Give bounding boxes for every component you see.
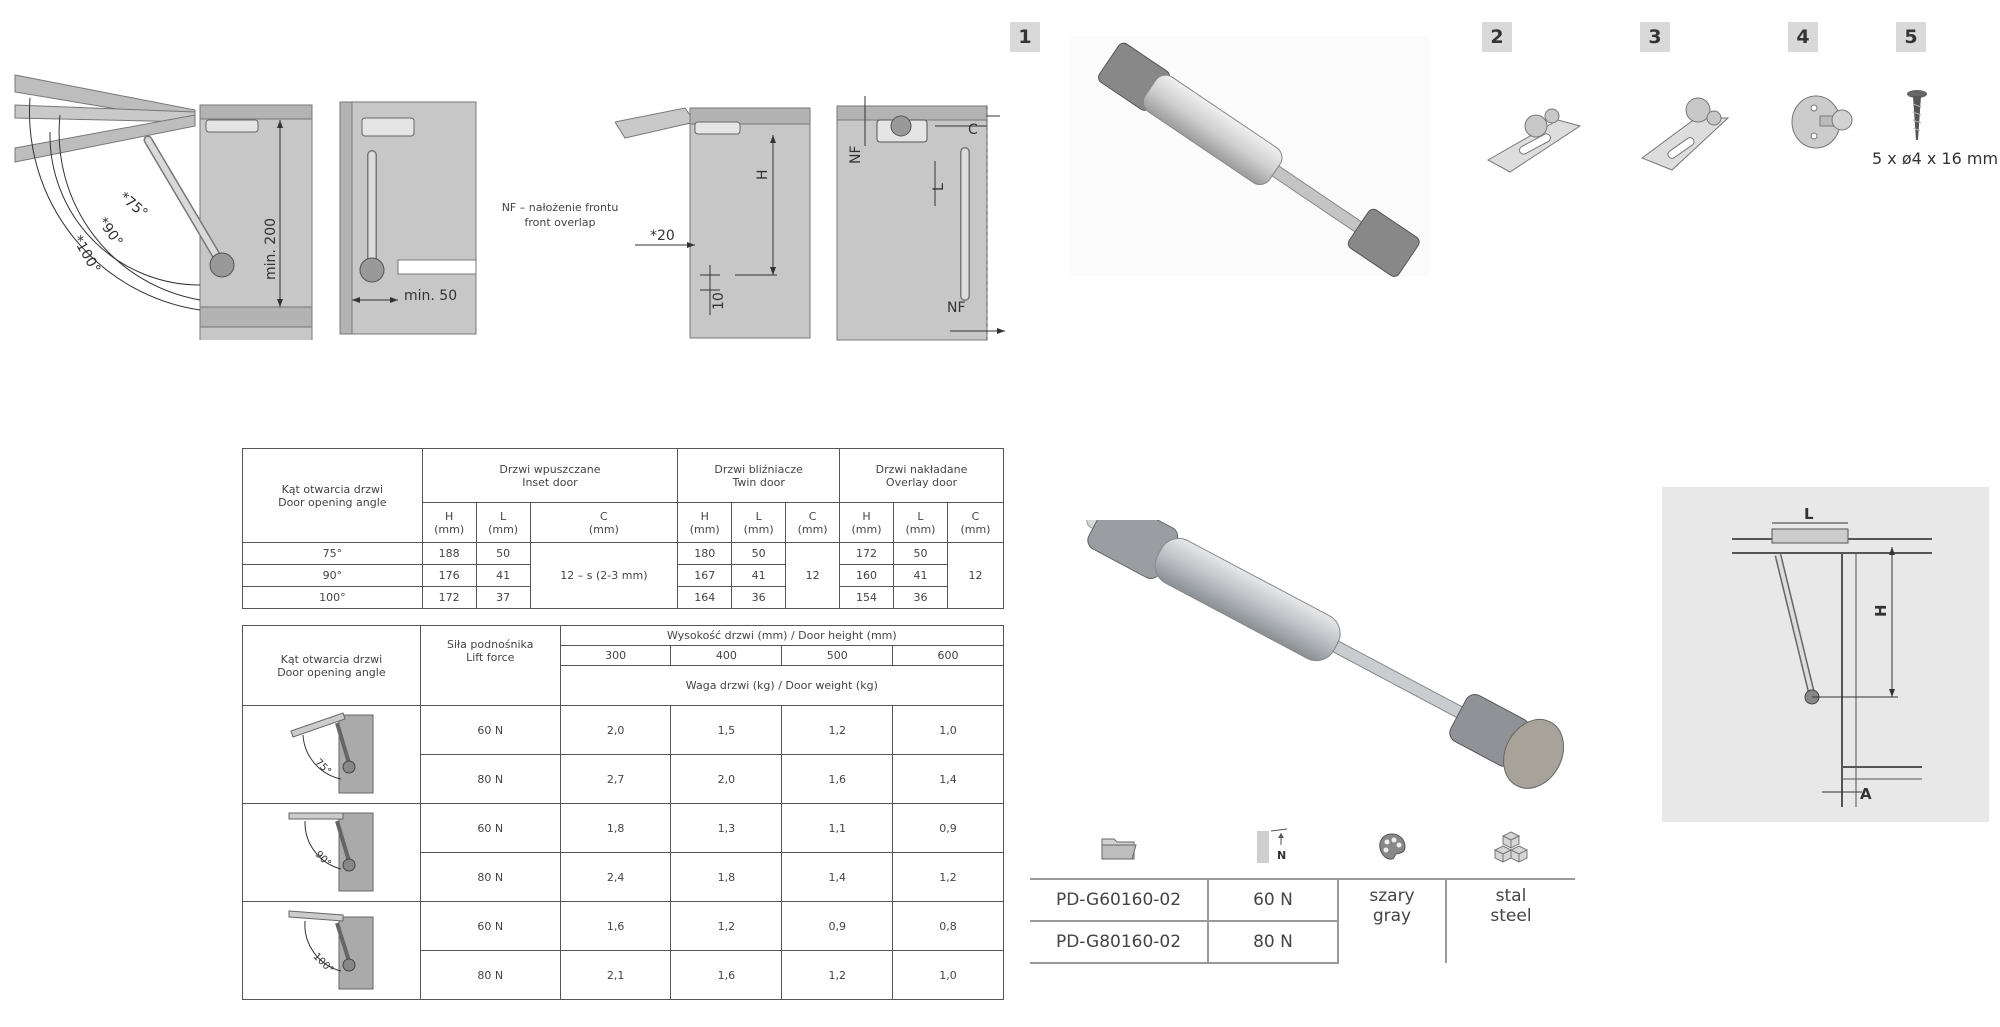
part-badge-3: 3	[1640, 22, 1670, 52]
product-code-2: PD-G80160-02	[1030, 921, 1208, 963]
height-500: 500	[782, 646, 893, 666]
height-400: 400	[671, 646, 782, 666]
dim-nf-top-label: NF	[848, 145, 864, 164]
part-badge-2: 2	[1482, 22, 1512, 52]
min-height-label: min. 200	[263, 217, 279, 280]
color-palette-icon	[1338, 820, 1446, 879]
nf-note-en: front overlap	[524, 216, 596, 229]
load-table-force-header: Siła podnośnika Lift force	[420, 626, 560, 706]
angle-icon-75	[243, 706, 421, 804]
dimensions-table	[242, 448, 1004, 609]
product-force-2: 80 N	[1208, 921, 1338, 963]
nf-note-pl: NF – nałożenie frontu	[501, 201, 619, 214]
sub-l: L (mm)	[732, 503, 786, 543]
c-twin-value: 12	[786, 543, 840, 609]
gas-strut-photo	[1040, 520, 1600, 790]
drawing-opening-angles	[0, 60, 330, 340]
table-row: 90° 60 N 1,8 1,3 1,1 0,9	[243, 804, 1004, 853]
svg-text:100°: 100°	[311, 951, 336, 976]
svg-text:75°: 75°	[313, 757, 334, 778]
dim-c-label: C	[968, 122, 978, 138]
part-badge-5: 5	[1896, 22, 1926, 52]
folder-icon	[1030, 820, 1208, 879]
table-row: 100° 60 N 1,6 1,2 0,9 0,8	[243, 902, 1004, 951]
table-row: 100° 172 37 164 36 154 36	[243, 587, 1004, 609]
table-row	[1030, 879, 1575, 921]
screw-size-label: 5 x ø4 x 16 mm	[1872, 149, 1999, 168]
mount-dim-a: A	[1860, 785, 1872, 803]
angle-label-75: *75°	[115, 189, 151, 222]
bracket-angled-image	[1636, 88, 1736, 178]
dim-table-inset-header: Drzwi wpuszczane Inset door	[422, 449, 678, 503]
svg-text:90°: 90°	[313, 849, 334, 870]
part-badge-4: 4	[1788, 22, 1818, 52]
load-table-angle-header: Kąt otwarcia drzwi Door opening angle	[243, 626, 421, 706]
dim-h-label: H	[755, 169, 771, 180]
angle-icon-90	[243, 804, 421, 902]
mount-dim-h: H	[1872, 604, 1890, 617]
table-row: 75° 188 50 12 – s (2-3 mm) 180 50 12 172 50 12	[243, 543, 1004, 565]
dim-table-twin-header: Drzwi bliźniacze Twin door	[678, 449, 840, 503]
angle-icon-100	[243, 902, 421, 1000]
dim-10-label: 10	[711, 292, 727, 310]
dim-nf-bottom-label: NF	[947, 300, 966, 316]
product-color: szary gray	[1338, 879, 1446, 963]
sub-l: L (mm)	[894, 503, 948, 543]
sub-h: H (mm)	[840, 503, 894, 543]
gas-strut-image	[1060, 30, 1440, 280]
door-height-header: Wysokość drzwi (mm) / Door height (mm)	[560, 626, 1003, 646]
table-row: 75° 60 N 2,0 1,5 1,2 1,0	[243, 706, 1004, 755]
height-300: 300	[560, 646, 671, 666]
load-table	[242, 625, 1004, 1000]
table-row: 80 N 2,1 1,6 1,2 1,0	[243, 951, 1004, 1000]
door-weight-header: Waga drzwi (kg) / Door weight (kg)	[560, 666, 1003, 706]
sub-c: C (mm)	[947, 503, 1003, 543]
dim-table-angle-header: Kąt otwarcia drzwi Door opening angle	[243, 449, 423, 543]
screw-image	[1905, 88, 1929, 144]
material-cubes-icon	[1446, 820, 1575, 879]
dim-20-label: *20	[650, 228, 675, 244]
table-row: 80 N 2,4 1,8 1,4 1,2	[243, 853, 1004, 902]
dim-l-label: L	[931, 183, 947, 191]
height-600: 600	[893, 646, 1004, 666]
c-overlay-value: 12	[947, 543, 1003, 609]
min-depth-label: min. 50	[404, 288, 458, 304]
dim-table-overlay-header: Drzwi nakładane Overlay door	[840, 449, 1004, 503]
drawing-overlay-detail	[835, 86, 1005, 342]
sub-l: L (mm)	[476, 503, 530, 543]
product-force-1: 60 N	[1208, 879, 1338, 921]
sub-h: H (mm)	[678, 503, 732, 543]
product-material: stal steel	[1446, 879, 1575, 963]
product-table	[1030, 820, 1575, 964]
c-inset-value: 12 – s (2-3 mm)	[530, 543, 678, 609]
sub-h: H (mm)	[422, 503, 476, 543]
bracket-round-image	[1784, 82, 1864, 162]
angle-label-90: *90°	[94, 214, 126, 250]
table-row: 80 N 2,7 2,0 1,6 1,4	[243, 755, 1004, 804]
force-icon	[1208, 820, 1338, 879]
bracket-flat-image	[1478, 88, 1588, 178]
svg-text:N: N	[1277, 848, 1287, 862]
drawing-twin-door	[615, 100, 815, 340]
part-badge-1: 1	[1010, 22, 1040, 52]
sub-c: C (mm)	[786, 503, 840, 543]
sub-c: C (mm)	[530, 503, 678, 543]
table-row: 90° 176 41 167 41 160 41	[243, 565, 1004, 587]
product-code-1: PD-G60160-02	[1030, 879, 1208, 921]
angle-label-100: *100°	[69, 233, 104, 277]
nf-note	[490, 200, 630, 230]
mounting-diagram	[1662, 487, 1989, 822]
drawing-side-view	[338, 100, 478, 340]
mount-dim-l: L	[1804, 505, 1814, 523]
